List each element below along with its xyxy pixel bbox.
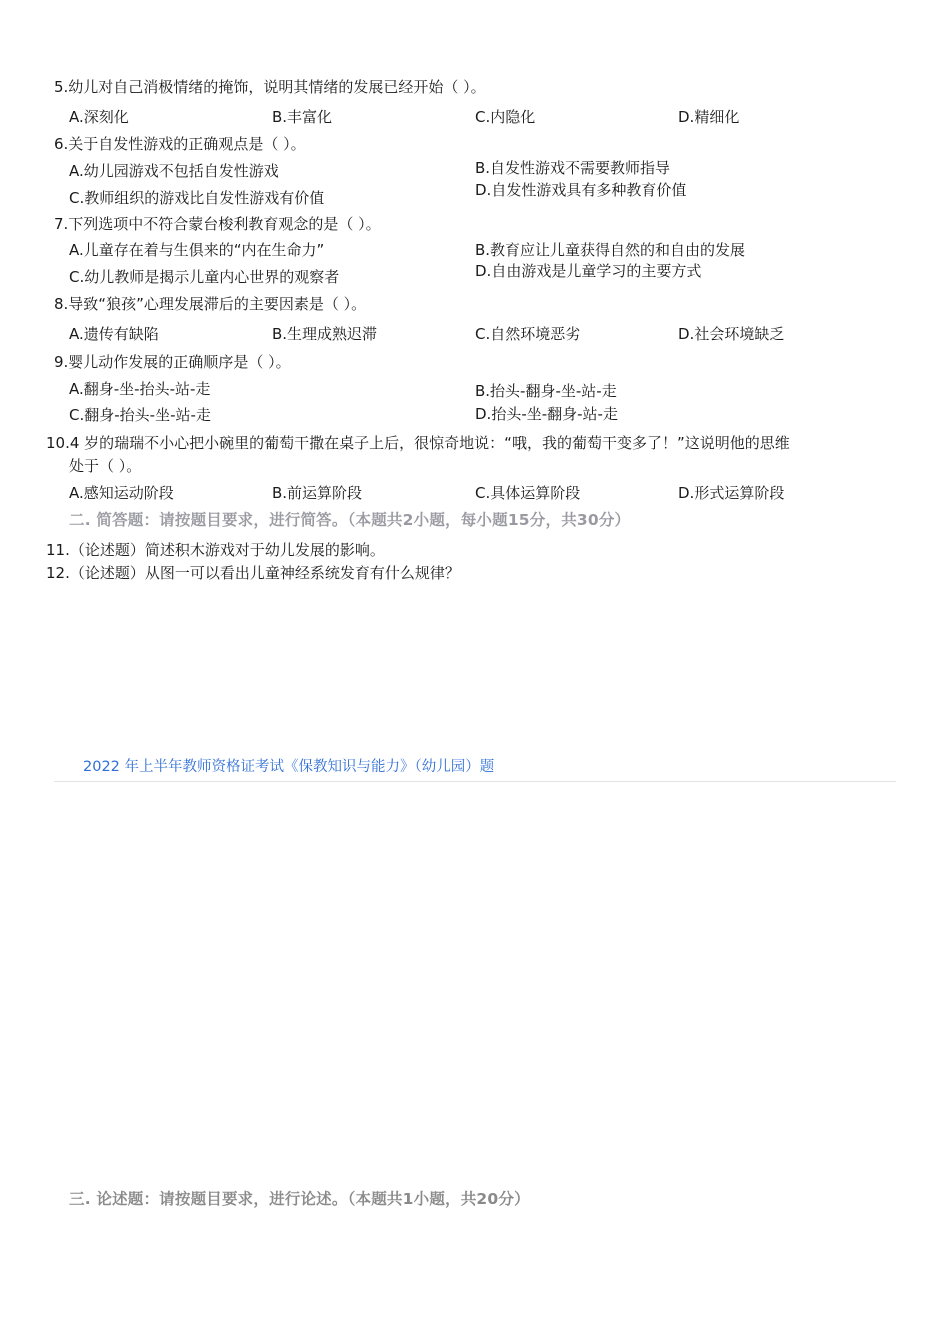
question-10-option-b: B.前运算阶段 <box>272 484 363 502</box>
question-7-option-d: D.自由游戏是儿童学习的主要方式 <box>475 262 702 280</box>
question-8-option-b: B.生理成熟迟滞 <box>272 325 378 343</box>
question-7-option-b: B.教育应让儿童获得自然的和自由的发展 <box>475 241 746 259</box>
question-9-option-c: C.翻身-抬头-坐-站-走 <box>69 406 211 424</box>
question-6-option-c: C.教师组织的游戏比自发性游戏有价值 <box>69 189 325 207</box>
question-7-option-a: A.儿童存在着与生俱来的“内在生命力” <box>69 241 325 259</box>
question-6-option-b: B.自发性游戏不需要教师指导 <box>475 159 671 177</box>
question-9-option-a: A.翻身-坐-抬头-站-走 <box>69 380 211 398</box>
question-7-option-c: C.幼儿教师是揭示儿童内心世界的观察者 <box>69 268 340 286</box>
question-8-option-a: A.遗传有缺陷 <box>69 325 159 343</box>
question-5-option-a: A.深刻化 <box>69 108 129 126</box>
question-9-stem: 9.婴儿动作发展的正确顺序是（ ）。 <box>54 353 291 371</box>
question-5-option-b: B.丰富化 <box>272 108 333 126</box>
section-2-heading: 二. 简答题：请按题目要求，进行简答。（本题共2小题，每小题15分，共30分） <box>69 511 631 529</box>
question-12: 12.（论述题）从图一可以看出儿童神经系统发育有什么规律？ <box>46 564 460 582</box>
section-3-heading: 三. 论述题：请按题目要求，进行论述。（本题共1小题，共20分） <box>69 1190 530 1208</box>
question-6-option-d: D.自发性游戏具有多种教育价值 <box>475 181 687 199</box>
question-8-option-c: C.自然环境恶劣 <box>475 325 581 343</box>
question-6-stem: 6.关于自发性游戏的正确观点是（ ）。 <box>54 135 306 153</box>
header-divider <box>54 781 896 782</box>
question-9-option-b: B.抬头-翻身-坐-站-走 <box>475 382 617 400</box>
question-11: 11.（论述题）简述积木游戏对于幼儿发展的影响。 <box>46 541 385 559</box>
question-10-option-d: D.形式运算阶段 <box>678 484 785 502</box>
question-7-stem: 7.下列选项中不符合蒙台梭利教育观念的是（ ）。 <box>54 215 381 233</box>
question-9-option-d: D.抬头-坐-翻身-站-走 <box>475 405 618 423</box>
question-10-option-c: C.具体运算阶段 <box>475 484 581 502</box>
question-10-stem-continued: 处于（ ）。 <box>69 457 142 475</box>
document-header-title: 2022 年上半年教师资格证考试《保教知识与能力》（幼儿园）题 <box>83 759 495 775</box>
question-10-stem: 10.4 岁的瑞瑞不小心把小碗里的葡萄干撒在桌子上后，很惊奇地说：“哦，我的葡萄干变多了！”这说明他的思维 <box>46 434 790 452</box>
question-5-stem: 5.幼儿对自己消极情绪的掩饰，说明其情绪的发展已经开始（ ）。 <box>54 78 486 96</box>
question-8-stem: 8.导致“狼孩”心理发展滞后的主要因素是（ ）。 <box>54 295 367 313</box>
question-10-option-a: A.感知运动阶段 <box>69 484 174 502</box>
question-5-option-c: C.内隐化 <box>475 108 536 126</box>
question-6-option-a: A.幼儿园游戏不包括自发性游戏 <box>69 162 279 180</box>
question-5-option-d: D.精细化 <box>678 108 740 126</box>
question-8-option-d: D.社会环境缺乏 <box>678 325 785 343</box>
